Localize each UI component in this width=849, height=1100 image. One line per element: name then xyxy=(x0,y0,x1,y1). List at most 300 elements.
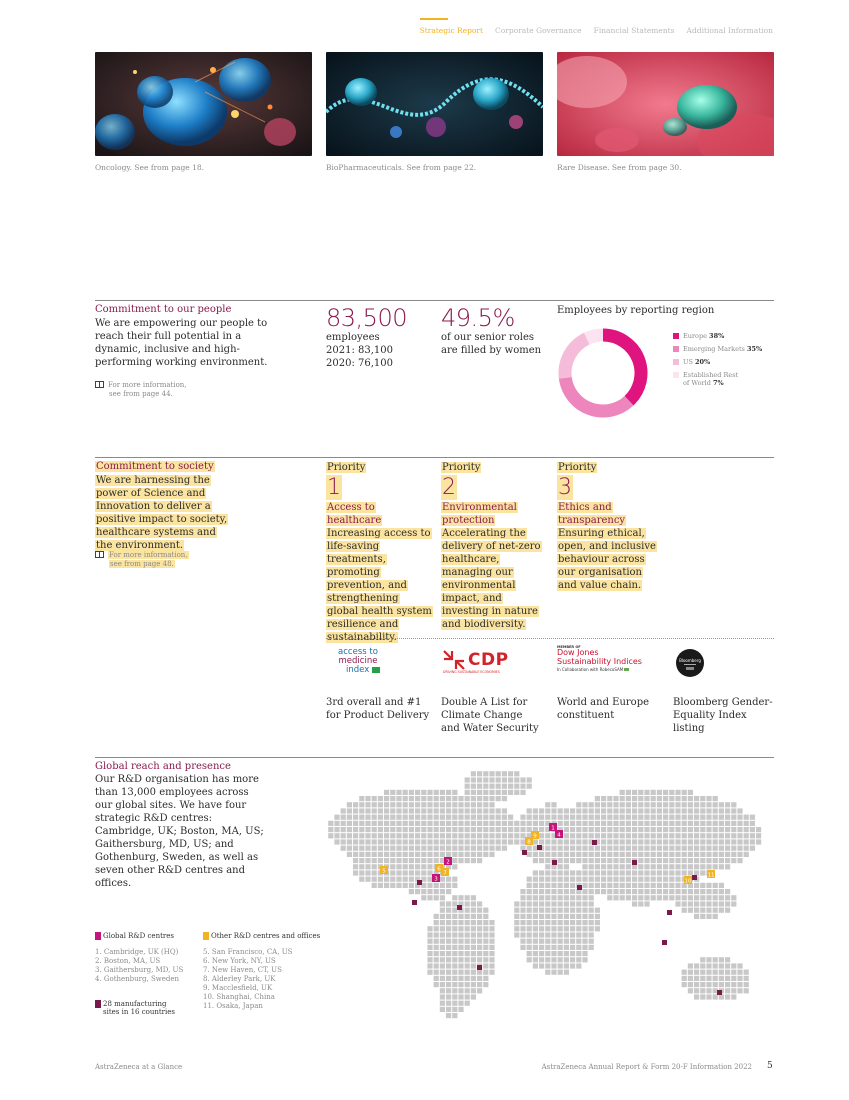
map-land-cell xyxy=(582,908,587,913)
map-land-cell xyxy=(458,808,463,813)
map-land-cell xyxy=(682,821,687,826)
map-land-cell xyxy=(570,889,575,894)
map-land-cell xyxy=(533,932,538,937)
map-land-cell xyxy=(539,827,544,832)
map-land-cell xyxy=(713,901,718,906)
map-land-cell xyxy=(415,802,420,807)
map-land-cell xyxy=(496,839,501,844)
map-land-cell xyxy=(403,827,408,832)
map-land-cell xyxy=(626,833,631,838)
map-land-cell xyxy=(415,796,420,801)
map-land-cell xyxy=(737,839,742,844)
map-land-cell xyxy=(502,784,507,789)
map-land-cell xyxy=(595,796,600,801)
map-land-cell xyxy=(644,827,649,832)
map-land-cell xyxy=(706,852,711,857)
map-land-cell xyxy=(731,994,736,999)
map-land-cell xyxy=(452,988,457,993)
map-land-cell xyxy=(421,839,426,844)
map-land-cell xyxy=(558,939,563,944)
map-land-cell xyxy=(558,889,563,894)
map-land-cell xyxy=(663,802,668,807)
map-land-cell xyxy=(471,988,476,993)
map-land-cell xyxy=(353,815,358,820)
map-land-cell xyxy=(483,839,488,844)
map-land-cell xyxy=(570,914,575,919)
map-land-cell xyxy=(607,833,612,838)
map-land-cell xyxy=(663,827,668,832)
map-land-cell xyxy=(365,827,370,832)
map-land-cell xyxy=(725,821,730,826)
map-land-cell xyxy=(725,858,730,863)
map-land-cell xyxy=(452,821,457,826)
map-land-cell xyxy=(744,827,749,832)
map-land-cell xyxy=(514,790,519,795)
map-land-cell xyxy=(564,889,569,894)
map-land-cell xyxy=(601,889,606,894)
region-donut-chart xyxy=(557,327,649,419)
map-land-cell xyxy=(434,932,439,937)
map-land-cell xyxy=(372,827,377,832)
map-land-cell xyxy=(378,796,383,801)
map-land-cell xyxy=(682,852,687,857)
map-land-cell xyxy=(570,821,575,826)
map-land-cell xyxy=(564,858,569,863)
map-land-cell xyxy=(403,846,408,851)
map-land-cell xyxy=(644,883,649,888)
map-land-cell xyxy=(558,932,563,937)
map-land-cell xyxy=(458,945,463,950)
map-land-cell xyxy=(483,982,488,987)
map-land-cell xyxy=(477,920,482,925)
nav-financial-statements[interactable]: Financial Statements xyxy=(593,26,675,35)
map-land-cell xyxy=(551,883,556,888)
map-land-cell xyxy=(700,864,705,869)
map-land-cell xyxy=(415,889,420,894)
map-land-cell xyxy=(558,821,563,826)
map-land-cell xyxy=(675,846,680,851)
map-land-cell xyxy=(365,796,370,801)
map-land-cell xyxy=(465,802,470,807)
manufacturing-site-marker xyxy=(692,875,697,880)
map-land-cell xyxy=(390,808,395,813)
map-land-cell xyxy=(644,877,649,882)
map-land-cell xyxy=(675,895,680,900)
map-land-cell xyxy=(626,790,631,795)
cdp-arrows-icon xyxy=(442,649,466,671)
map-land-cell xyxy=(533,821,538,826)
map-land-cell xyxy=(601,883,606,888)
map-land-cell xyxy=(415,821,420,826)
map-land-cell xyxy=(682,908,687,913)
map-land-cell xyxy=(520,895,525,900)
map-land-cell xyxy=(390,796,395,801)
map-land-cell xyxy=(471,901,476,906)
map-land-cell xyxy=(446,827,451,832)
biopharmaceuticals-caption: BioPharmaceuticals. See from page 22. xyxy=(326,163,477,172)
map-land-cell xyxy=(694,889,699,894)
map-land-cell xyxy=(359,870,364,875)
map-land-cell xyxy=(675,802,680,807)
map-land-cell xyxy=(719,827,724,832)
map-land-cell xyxy=(607,877,612,882)
map-land-cell xyxy=(539,883,544,888)
map-land-cell xyxy=(576,877,581,882)
map-land-cell xyxy=(576,951,581,956)
map-land-cell xyxy=(372,877,377,882)
map-land-cell xyxy=(725,963,730,968)
map-land-cell xyxy=(682,833,687,838)
map-land-cell xyxy=(706,963,711,968)
map-land-cell xyxy=(365,846,370,851)
map-land-cell xyxy=(595,815,600,820)
map-land-cell xyxy=(576,926,581,931)
map-land-cell xyxy=(384,796,389,801)
map-land-cell xyxy=(359,858,364,863)
map-land-cell xyxy=(465,777,470,782)
map-land-cell xyxy=(644,815,649,820)
map-land-cell xyxy=(341,815,346,820)
map-land-cell xyxy=(620,808,625,813)
map-land-cell xyxy=(421,864,426,869)
map-land-cell xyxy=(477,858,482,863)
map-land-cell xyxy=(564,827,569,832)
map-land-cell xyxy=(706,796,711,801)
map-land-cell xyxy=(607,870,612,875)
map-land-cell xyxy=(582,870,587,875)
map-land-cell xyxy=(440,976,445,981)
map-land-cell xyxy=(601,852,606,857)
map-land-cell xyxy=(465,901,470,906)
map-land-cell xyxy=(409,833,414,838)
map-land-cell xyxy=(601,808,606,813)
map-land-cell xyxy=(570,951,575,956)
manufacturing-site-marker xyxy=(417,880,422,885)
award-djsi-text: World and Europe constituent xyxy=(557,697,650,721)
map-land-cell xyxy=(607,796,612,801)
map-land-cell xyxy=(396,839,401,844)
map-land-cell xyxy=(675,821,680,826)
map-land-cell xyxy=(434,821,439,826)
map-land-cell xyxy=(403,833,408,838)
map-land-cell xyxy=(483,920,488,925)
map-land-cell xyxy=(719,852,724,857)
map-land-cell xyxy=(719,858,724,863)
map-land-cell xyxy=(353,839,358,844)
map-land-cell xyxy=(638,815,643,820)
map-land-cell xyxy=(688,790,693,795)
employees-number: 83,500 xyxy=(326,304,407,332)
legend-emerging-markets: Emerging Markets 35% xyxy=(673,345,762,353)
map-land-cell xyxy=(533,858,538,863)
map-land-cell xyxy=(465,982,470,987)
map-land-cell xyxy=(545,815,550,820)
map-land-cell xyxy=(731,901,736,906)
map-land-cell xyxy=(564,877,569,882)
map-land-cell xyxy=(396,821,401,826)
map-land-cell xyxy=(638,827,643,832)
map-land-cell xyxy=(452,982,457,987)
map-land-cell xyxy=(440,839,445,844)
map-land-cell xyxy=(570,839,575,844)
map-land-cell xyxy=(458,988,463,993)
map-land-cell xyxy=(452,833,457,838)
map-land-cell xyxy=(421,870,426,875)
map-land-cell xyxy=(502,815,507,820)
map-land-cell xyxy=(564,821,569,826)
map-land-cell xyxy=(589,895,594,900)
map-land-cell xyxy=(663,858,668,863)
map-land-cell xyxy=(359,877,364,882)
map-land-cell xyxy=(440,1007,445,1012)
map-land-cell xyxy=(644,808,649,813)
map-land-cell xyxy=(632,815,637,820)
nav-corporate-governance[interactable]: Corporate Governance xyxy=(495,26,582,35)
map-land-cell xyxy=(551,802,556,807)
people-body: We are empowering our people to reach their full potential in a dynamic, inclusive and high-performing working environment. xyxy=(95,318,268,368)
map-land-cell xyxy=(514,920,519,925)
map-land-cell xyxy=(372,839,377,844)
map-land-cell xyxy=(427,963,432,968)
map-land-cell xyxy=(607,852,612,857)
top-navigation xyxy=(420,26,773,35)
map-land-cell xyxy=(682,864,687,869)
legend-swatch xyxy=(673,359,679,365)
map-land-cell xyxy=(483,790,488,795)
map-land-cell xyxy=(378,808,383,813)
map-land-cell xyxy=(434,790,439,795)
rare-disease-caption: Rare Disease. See from page 30. xyxy=(557,163,682,172)
donut-slice-2 xyxy=(565,339,587,378)
map-land-cell xyxy=(663,808,668,813)
map-land-cell xyxy=(403,864,408,869)
map-land-cell xyxy=(496,827,501,832)
map-land-cell xyxy=(651,895,656,900)
map-land-cell xyxy=(706,827,711,832)
map-land-cell xyxy=(378,839,383,844)
map-land-cell xyxy=(452,963,457,968)
map-land-cell xyxy=(657,796,662,801)
map-land-cell xyxy=(700,976,705,981)
map-land-cell xyxy=(452,1013,457,1018)
map-land-cell xyxy=(489,821,494,826)
map-land-cell xyxy=(502,796,507,801)
map-land-cell xyxy=(644,839,649,844)
map-land-cell xyxy=(750,833,755,838)
map-land-cell xyxy=(539,957,544,962)
map-land-cell xyxy=(465,833,470,838)
society-more-info[interactable]: For more information, see from page 48. xyxy=(95,551,189,569)
map-land-cell xyxy=(731,895,736,900)
map-land-cell xyxy=(452,932,457,937)
map-land-cell xyxy=(651,802,656,807)
map-land-cell xyxy=(390,815,395,820)
map-land-cell xyxy=(589,939,594,944)
map-land-cell xyxy=(365,821,370,826)
women-number: 49.5% xyxy=(441,304,515,332)
map-land-cell xyxy=(564,963,569,968)
map-land-cell xyxy=(731,821,736,826)
map-land-cell xyxy=(657,846,662,851)
map-land-cell xyxy=(545,808,550,813)
oncology-caption: Oncology. See from page 18. xyxy=(95,163,205,172)
map-land-cell xyxy=(682,790,687,795)
map-land-cell xyxy=(601,827,606,832)
map-land-cell xyxy=(452,1007,457,1012)
map-land-cell xyxy=(626,877,631,882)
map-land-cell xyxy=(545,864,550,869)
map-land-cell xyxy=(657,833,662,838)
map-land-cell xyxy=(384,846,389,851)
map-land-cell xyxy=(657,802,662,807)
map-land-cell xyxy=(409,802,414,807)
map-land-cell xyxy=(663,833,668,838)
map-land-cell xyxy=(533,920,538,925)
legend-global-rd: Global R&D centres xyxy=(95,932,174,940)
map-land-cell xyxy=(551,914,556,919)
map-land-cell xyxy=(682,889,687,894)
map-land-cell xyxy=(471,908,476,913)
map-land-cell xyxy=(564,808,569,813)
map-land-cell xyxy=(725,833,730,838)
map-land-cell xyxy=(527,777,532,782)
map-land-cell xyxy=(452,827,457,832)
map-land-cell xyxy=(533,870,538,875)
map-land-cell xyxy=(353,827,358,832)
map-land-cell xyxy=(682,970,687,975)
map-land-cell xyxy=(527,920,532,925)
map-land-cell xyxy=(669,821,674,826)
map-land-cell xyxy=(564,939,569,944)
map-land-cell xyxy=(595,914,600,919)
map-land-cell xyxy=(347,802,352,807)
map-land-cell xyxy=(545,945,550,950)
map-land-cell xyxy=(576,827,581,832)
map-land-cell xyxy=(570,877,575,882)
map-land-cell xyxy=(384,790,389,795)
map-land-cell xyxy=(719,970,724,975)
map-land-cell xyxy=(694,839,699,844)
nav-additional-information[interactable]: Additional Information xyxy=(686,26,773,35)
map-land-cell xyxy=(545,908,550,913)
dow-jones-logo: MEMBER OF Dow Jones Sustainability Indices In Collaboration with RobecoSAM xyxy=(557,645,642,672)
map-land-cell xyxy=(483,777,488,782)
map-land-cell xyxy=(514,839,519,844)
map-land-cell xyxy=(446,963,451,968)
map-land-cell xyxy=(409,815,414,820)
nav-strategic-report[interactable]: Strategic Report xyxy=(419,26,484,35)
map-land-cell xyxy=(651,815,656,820)
map-land-cell xyxy=(663,790,668,795)
map-land-cell xyxy=(489,796,494,801)
map-land-cell xyxy=(477,939,482,944)
map-land-cell xyxy=(632,846,637,851)
map-land-cell xyxy=(409,846,414,851)
map-land-cell xyxy=(700,796,705,801)
map-land-cell xyxy=(440,939,445,944)
map-land-cell xyxy=(477,833,482,838)
map-land-cell xyxy=(471,982,476,987)
map-land-cell xyxy=(465,926,470,931)
map-land-cell xyxy=(551,963,556,968)
map-land-cell xyxy=(440,914,445,919)
rd-centre-label: 9 xyxy=(533,833,537,840)
map-land-cell xyxy=(527,957,532,962)
map-land-cell xyxy=(682,846,687,851)
map-land-cell xyxy=(688,796,693,801)
map-land-cell xyxy=(620,877,625,882)
map-land-cell xyxy=(452,808,457,813)
map-land-cell xyxy=(527,784,532,789)
map-land-cell xyxy=(421,808,426,813)
map-land-cell xyxy=(570,926,575,931)
map-land-cell xyxy=(452,976,457,981)
map-land-cell xyxy=(675,864,680,869)
map-land-cell xyxy=(731,846,736,851)
map-land-cell xyxy=(551,945,556,950)
map-land-cell xyxy=(353,802,358,807)
map-land-cell xyxy=(545,895,550,900)
map-land-cell xyxy=(514,821,519,826)
map-land-cell xyxy=(694,883,699,888)
map-land-cell xyxy=(458,926,463,931)
map-land-cell xyxy=(353,864,358,869)
map-land-cell xyxy=(632,870,637,875)
map-land-cell xyxy=(675,790,680,795)
map-land-cell xyxy=(390,858,395,863)
map-land-cell xyxy=(570,846,575,851)
map-land-cell xyxy=(564,914,569,919)
people-more-info[interactable]: For more information, see from page 44. xyxy=(95,381,187,399)
map-land-cell xyxy=(564,908,569,913)
priority-number: 1 xyxy=(327,475,341,500)
map-land-cell xyxy=(533,895,538,900)
map-land-cell xyxy=(638,846,643,851)
map-land-cell xyxy=(396,864,401,869)
map-land-cell xyxy=(638,858,643,863)
map-land-cell xyxy=(713,895,718,900)
map-land-cell xyxy=(465,908,470,913)
map-land-cell xyxy=(731,808,736,813)
map-land-cell xyxy=(675,833,680,838)
map-land-cell xyxy=(551,815,556,820)
map-land-cell xyxy=(415,852,420,857)
map-land-cell xyxy=(353,870,358,875)
map-land-cell xyxy=(452,883,457,888)
map-land-cell xyxy=(675,877,680,882)
rd-centre-label: 2 xyxy=(446,859,450,866)
map-land-cell xyxy=(694,976,699,981)
map-land-cell xyxy=(477,827,482,832)
map-land-cell xyxy=(706,889,711,894)
map-land-cell xyxy=(458,932,463,937)
map-land-cell xyxy=(421,796,426,801)
map-land-cell xyxy=(638,877,643,882)
map-land-cell xyxy=(533,957,538,962)
map-land-cell xyxy=(713,963,718,968)
map-land-cell xyxy=(446,790,451,795)
map-land-cell xyxy=(713,914,718,919)
map-land-cell xyxy=(688,821,693,826)
map-land-cell xyxy=(576,808,581,813)
map-land-cell xyxy=(551,951,556,956)
map-land-cell xyxy=(545,957,550,962)
map-land-cell xyxy=(421,827,426,832)
map-land-cell xyxy=(427,858,432,863)
map-land-cell xyxy=(440,994,445,999)
map-land-cell xyxy=(483,833,488,838)
map-land-cell xyxy=(644,796,649,801)
